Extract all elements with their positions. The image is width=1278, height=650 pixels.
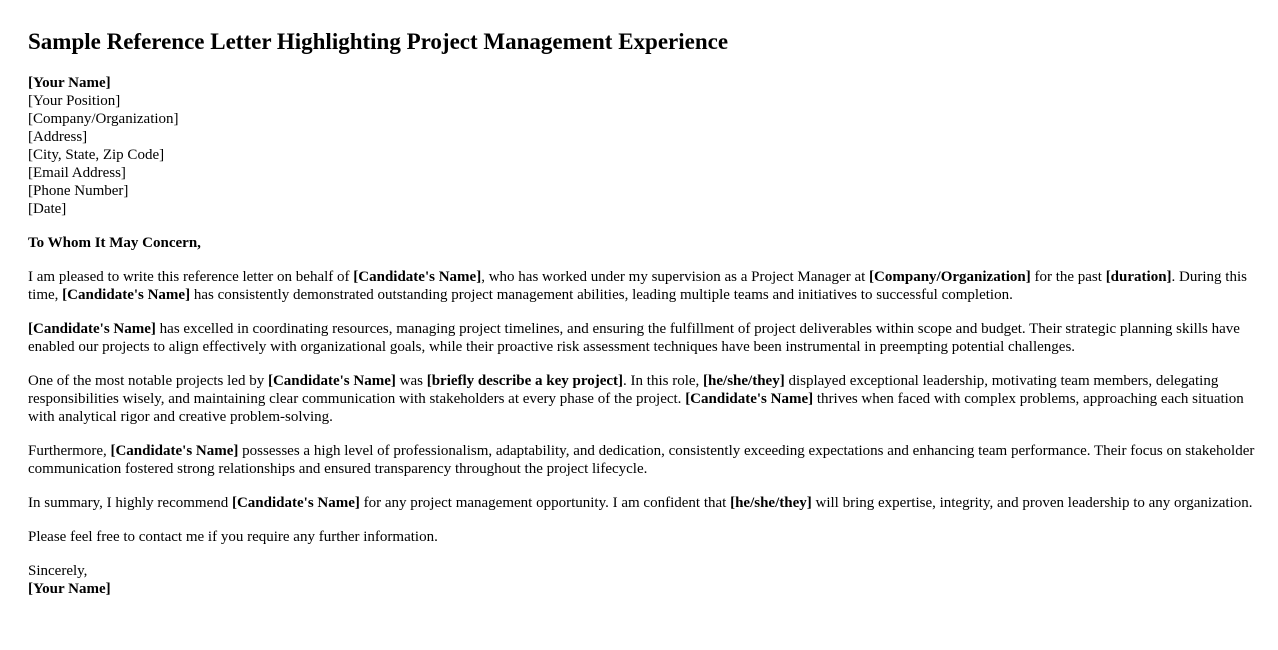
placeholder-text: [Candidate's Name] — [267, 373, 396, 389]
sender-date: [Date] — [28, 201, 67, 217]
body-text: One of the most notable projects led by — [28, 373, 268, 389]
body-text: Please feel free to contact me if you require any further information. — [28, 529, 438, 545]
body-paragraph-2 — [28, 320, 1258, 356]
body-paragraph-5 — [28, 494, 1258, 512]
body-text: , who has worked under my supervision as a Project Manager at — [481, 269, 870, 285]
sender-block — [28, 74, 1258, 218]
placeholder-text: [Candidate's Name] — [231, 495, 360, 511]
placeholder-text: [he/she/they] — [703, 373, 785, 389]
body-text: thrives when faced with complex problems, approaching each situation with analytical rigor and creative problem-solving. — [28, 391, 1244, 425]
placeholder-text: [he/she/they] — [730, 495, 812, 511]
sender-email: [Email Address] — [28, 165, 126, 181]
body-text: possesses a high level of professionalism, adaptability, and dedication, consistently exceeding expectations and enhancing team performance. Their focus on stakeholder communication fostered strong relationships and ensured transparency throughout the project lifecycle. — [28, 443, 1255, 477]
placeholder-text: [Candidate's Name] — [28, 321, 156, 337]
salutation: To Whom It May Concern, — [28, 235, 201, 251]
signature-name: [Your Name] — [28, 581, 111, 597]
sender-phone: [Phone Number] — [28, 183, 129, 199]
body-paragraph-3 — [28, 372, 1258, 426]
body-text: has consistently demonstrated outstanding project management abilities, leading multiple teams and initiatives to successful completion. — [190, 287, 1013, 303]
sender-name: [Your Name] — [28, 75, 111, 91]
body-paragraph-6 — [28, 528, 1258, 546]
valediction: Sincerely, — [28, 563, 88, 579]
body-text: . During this time, — [28, 269, 1247, 303]
body-text: will bring expertise, integrity, and proven leadership to any organization. — [811, 495, 1253, 511]
sender-address: [Address] — [28, 129, 88, 145]
body-text: displayed exceptional leadership, motivating team members, delegating responsibilities wisely, and maintaining clear communication with stakeholders at every phase of the project. — [28, 373, 1219, 407]
body-text: has excelled in coordinating resources, managing project timelines, and ensuring the fulfillment of project deliverables within scope and budget. Their strategic planning skills have enabled our projects to align effectively with organizational goals, while their proactive risk assessment techniques have been instrumental in preempting potential challenges. — [28, 321, 1240, 355]
placeholder-text: [Candidate's Name] — [685, 391, 814, 407]
body-text: for any project management opportunity. I am confident that — [359, 495, 731, 511]
body-text: I am pleased to write this reference letter on behalf of — [28, 269, 354, 285]
placeholder-text: [briefly describe a key project] — [426, 373, 624, 389]
placeholder-text: [Company/Organization] — [869, 269, 1031, 285]
body-paragraph-4 — [28, 442, 1258, 478]
placeholder-text: [Candidate's Name] — [353, 269, 482, 285]
sender-company: [Company/Organization] — [28, 111, 179, 127]
body-text: Furthermore, — [28, 443, 111, 459]
body-text: . In this role, — [623, 373, 704, 389]
sender-position: [Your Position] — [28, 93, 121, 109]
letter-page — [28, 0, 1258, 598]
body-paragraph-1 — [28, 268, 1258, 304]
body-text: In summary, I highly recommend — [28, 495, 232, 511]
placeholder-text: [duration] — [1105, 269, 1172, 285]
placeholder-text: [Candidate's Name] — [110, 443, 239, 459]
closing-block — [28, 562, 1258, 598]
placeholder-text: [Candidate's Name] — [62, 287, 191, 303]
body-text: was — [395, 373, 427, 389]
page-title: Sample Reference Letter Highlighting Project Management Experience — [28, 29, 729, 54]
sender-city-state-zip: [City, State, Zip Code] — [28, 147, 165, 163]
body-text: for the past — [1030, 269, 1106, 285]
